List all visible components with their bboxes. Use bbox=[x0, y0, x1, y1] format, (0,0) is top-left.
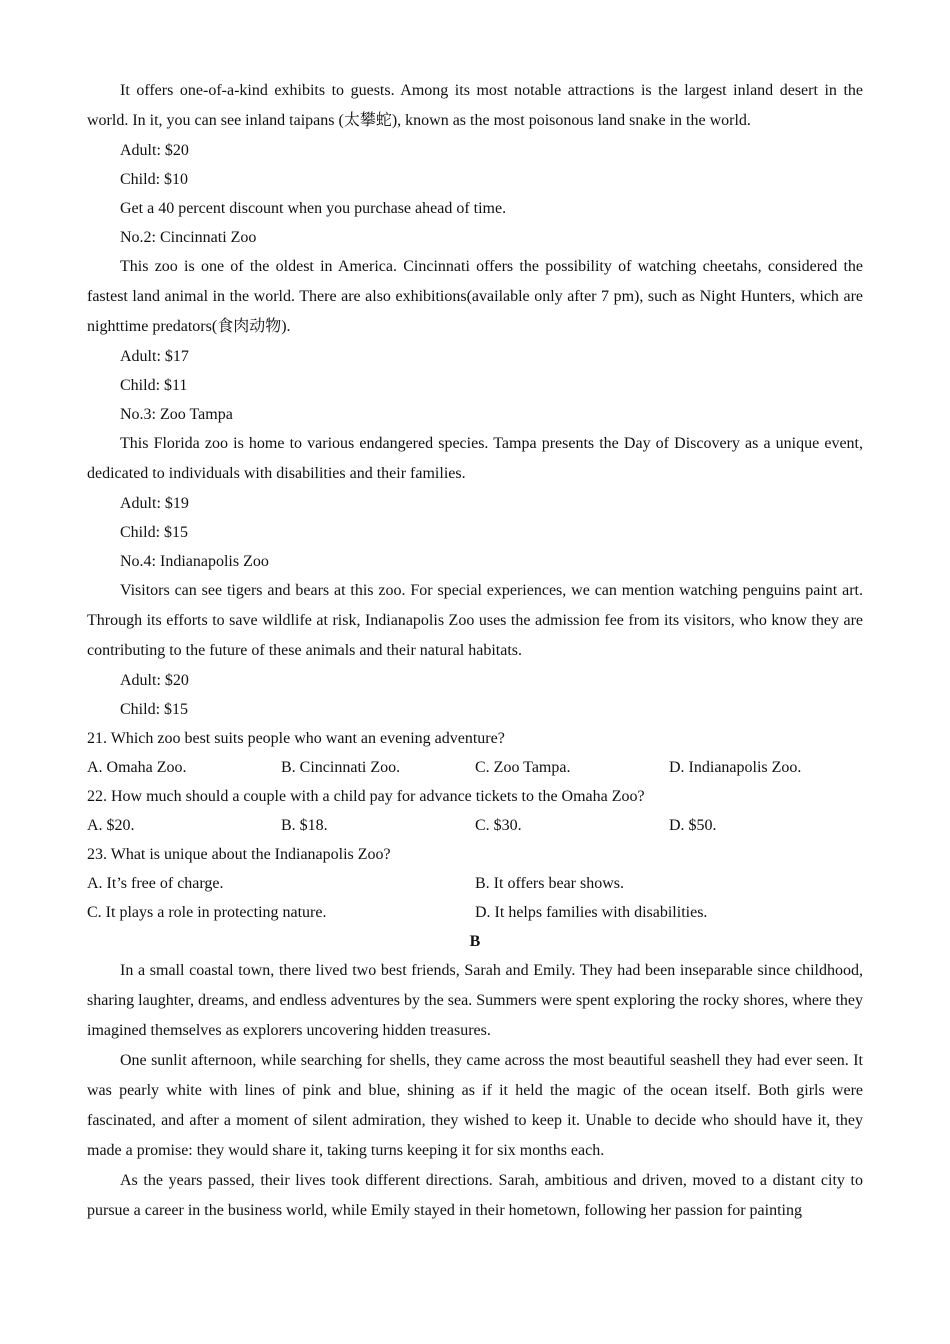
zoo2-adult-price: Adult: $17 bbox=[120, 348, 189, 365]
zoo2-child-price: Child: $11 bbox=[120, 377, 188, 394]
question-21-options bbox=[87, 753, 863, 782]
question-21-option-a: A. Omaha Zoo. bbox=[87, 759, 187, 776]
question-22-options bbox=[87, 811, 863, 840]
question-23-options-row-1 bbox=[87, 869, 863, 898]
document-content bbox=[87, 76, 863, 1226]
question-21-option-b: B. Cincinnati Zoo. bbox=[281, 759, 401, 776]
question-23-option-a: A. It’s free of charge. bbox=[87, 875, 224, 892]
passage-b-paragraph-2: One sunlit afternoon, while searching for shells, they came across the most beautiful seashell they had ever seen. It was pearly white with lines of pink and blue, shining as if it held the magic of the ocean itself. Both girls were fascinated, and after a moment of silent admiration, they wished to keep it. Unable to decide who should have it, they made a promise: they would share it, taking turns keeping it for six months each. bbox=[87, 1052, 863, 1159]
omaha-adult-price: Adult: $20 bbox=[120, 142, 189, 159]
question-23-option-d: D. It helps families with disabilities. bbox=[475, 904, 708, 921]
omaha-zoo-description: It offers one-of-a-kind exhibits to guests. Among its most notable attractions is the largest inland desert in the world. In it, you can see inland taipans (太攀蛇), known as the most poisonous land snake in the world. bbox=[87, 82, 863, 129]
zoo3-title: No.3: Zoo Tampa bbox=[120, 406, 233, 423]
question-22: 22. How much should a couple with a child pay for advance tickets to the Omaha Zoo? bbox=[87, 788, 645, 805]
zoo4-adult-price: Adult: $20 bbox=[120, 672, 189, 689]
question-21: 21. Which zoo best suits people who want an evening adventure? bbox=[87, 730, 505, 747]
zoo3-adult-price: Adult: $19 bbox=[120, 495, 189, 512]
passage-b-paragraph-1: In a small coastal town, there lived two best friends, Sarah and Emily. They had been inseparable since childhood, sharing laughter, dreams, and endless adventures by the sea. Summers were spent exploring the rocky shores, where they imagined themselves as explorers uncovering hidden treasures. bbox=[87, 962, 863, 1039]
section-b-title: B bbox=[469, 933, 481, 950]
zoo2-title: No.2: Cincinnati Zoo bbox=[120, 229, 257, 246]
question-21-option-c: C. Zoo Tampa. bbox=[475, 759, 571, 776]
question-22-option-d: D. $50. bbox=[669, 817, 717, 834]
question-23-option-b: B. It offers bear shows. bbox=[475, 875, 625, 892]
zoo4-title: No.4: Indianapolis Zoo bbox=[120, 553, 269, 570]
question-23-options-row-2 bbox=[87, 898, 863, 927]
zoo3-child-price: Child: $15 bbox=[120, 524, 189, 541]
question-23-option-c: C. It plays a role in protecting nature. bbox=[87, 904, 327, 921]
omaha-child-price: Child: $10 bbox=[120, 171, 189, 188]
question-21-option-d: D. Indianapolis Zoo. bbox=[669, 759, 802, 776]
zoo4-description: Visitors can see tigers and bears at this zoo. For special experiences, we can mention watching penguins paint art. Through its efforts to save wildlife at risk, Indianapolis Zoo uses the admission fee from its visitors, who know they are contributing to the future of these animals and their natural habitats. bbox=[87, 582, 863, 659]
passage-b-paragraph-3: As the years passed, their lives took different directions. Sarah, ambitious and driven, moved to a distant city to pursue a career in the business world, while Emily stayed in their hometown, following her passion for painting bbox=[87, 1172, 863, 1219]
question-23: 23. What is unique about the Indianapolis Zoo? bbox=[87, 846, 391, 863]
omaha-discount-note: Get a 40 percent discount when you purchase ahead of time. bbox=[120, 200, 507, 217]
zoo3-description: This Florida zoo is home to various endangered species. Tampa presents the Day of Discovery as a unique event, dedicated to individuals with disabilities and their families. bbox=[87, 435, 863, 482]
zoo2-description: This zoo is one of the oldest in America. Cincinnati offers the possibility of watching cheetahs, considered the fastest land animal in the world. There are also exhibitions(available only after 7 pm), such as Night Hunters, which are nighttime predators(食肉动物). bbox=[87, 258, 863, 335]
question-22-option-a: A. $20. bbox=[87, 817, 135, 834]
question-22-option-b: B. $18. bbox=[281, 817, 328, 834]
question-22-option-c: C. $30. bbox=[475, 817, 522, 834]
zoo4-child-price: Child: $15 bbox=[120, 701, 189, 718]
